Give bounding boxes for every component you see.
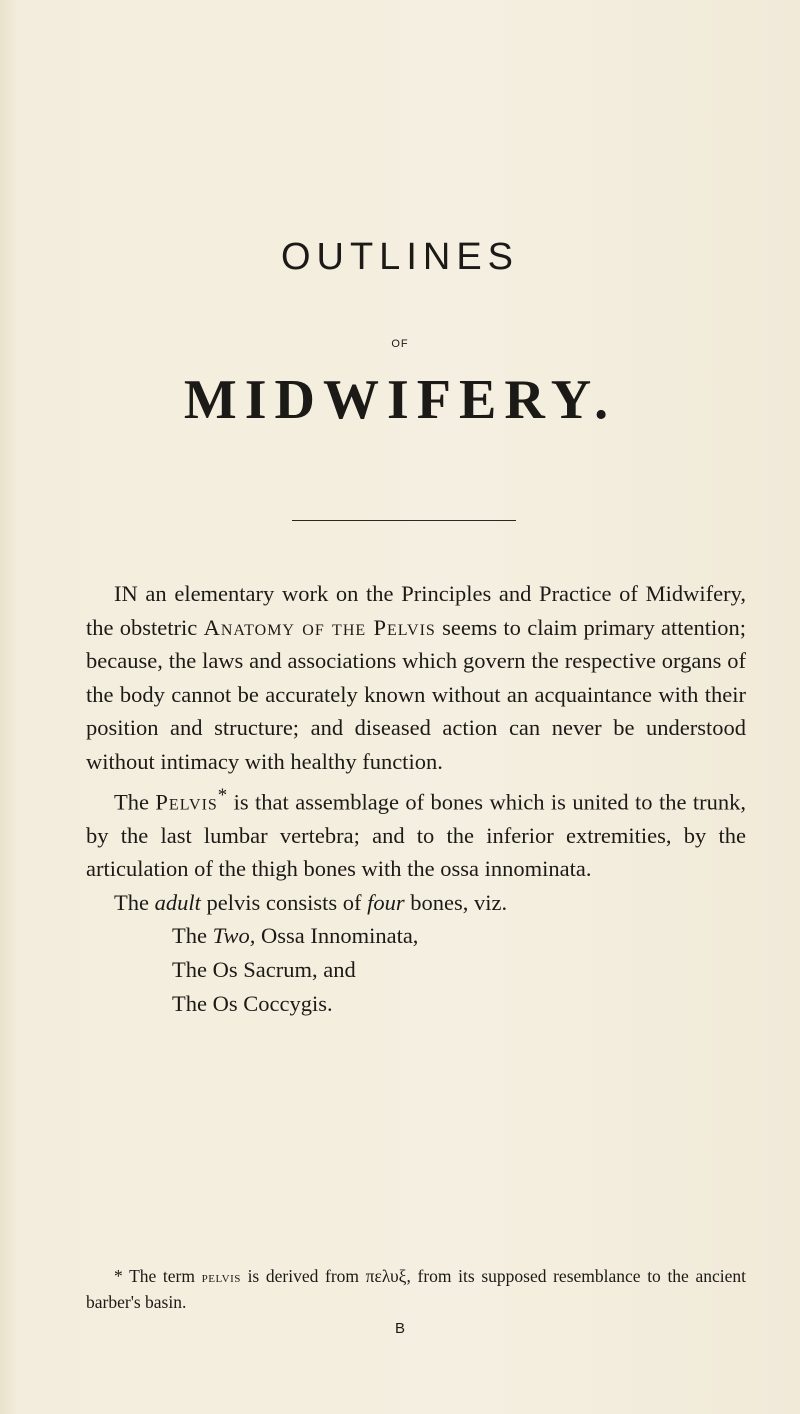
p3-four-italic: four bbox=[367, 889, 405, 915]
footnote-text-b: is derived from πελυξ, from its supposed resemblance to the ancient barber's basin. bbox=[86, 1266, 746, 1312]
p2-text-a: The bbox=[114, 789, 156, 815]
p3-text-a: The bbox=[114, 889, 155, 915]
list-item-1-b: Ossa Innominata, bbox=[255, 923, 419, 949]
title-of: OF bbox=[391, 338, 409, 350]
body-text bbox=[86, 577, 746, 1020]
list-item-1-a: The bbox=[172, 923, 213, 949]
list-item bbox=[86, 919, 746, 953]
p1-text-b: seems to claim primary attention; because, the laws and associations which govern the respective organs of the body cannot be accurately known without an acquaintance with their position and structure; and diseased action can never be understood without intimacy with healthy function. bbox=[86, 614, 747, 774]
list-item: The Os Coccygis. bbox=[172, 990, 333, 1016]
title-outlines: OUTLINES bbox=[280, 236, 520, 278]
paragraph-1 bbox=[86, 577, 746, 779]
footnote-marker: * bbox=[217, 784, 228, 806]
p3-text-b: pelvis consists of bbox=[200, 889, 368, 915]
p1-anatomy-small-caps: Anatomy of the Pelvis bbox=[203, 614, 436, 640]
footnote-text-a: * The term bbox=[114, 1266, 202, 1286]
list-item-1-two-italic: Two, bbox=[212, 923, 256, 949]
p3-text-c: bones, viz. bbox=[404, 889, 508, 915]
p3-adult-italic: adult bbox=[154, 889, 201, 915]
paragraph-2 bbox=[86, 779, 746, 886]
footnote-text bbox=[86, 1264, 746, 1314]
signature-mark: B bbox=[394, 1320, 405, 1337]
title-rule bbox=[292, 520, 516, 521]
p2-text-b: is that assemblage of bones which is united to the trunk, by the last lumbar vertebra; and to the inferior extremities, by the articulation of the thigh bones with the ossa innominata. bbox=[86, 789, 746, 882]
title-midwifery: MIDWIFERY. bbox=[183, 369, 617, 431]
paragraph-3 bbox=[86, 886, 746, 920]
list-item: The Os Sacrum, and bbox=[172, 957, 356, 983]
p1-text-a: IN an elementary work on the Principles and Practice of Midwifery, the obstetric bbox=[86, 581, 746, 640]
footnote bbox=[86, 1264, 746, 1314]
footnote-pelvis-small-caps: pelvis bbox=[201, 1269, 241, 1286]
bones-list bbox=[86, 919, 746, 1020]
p2-pelvis-small-caps: Pelvis bbox=[155, 789, 218, 815]
